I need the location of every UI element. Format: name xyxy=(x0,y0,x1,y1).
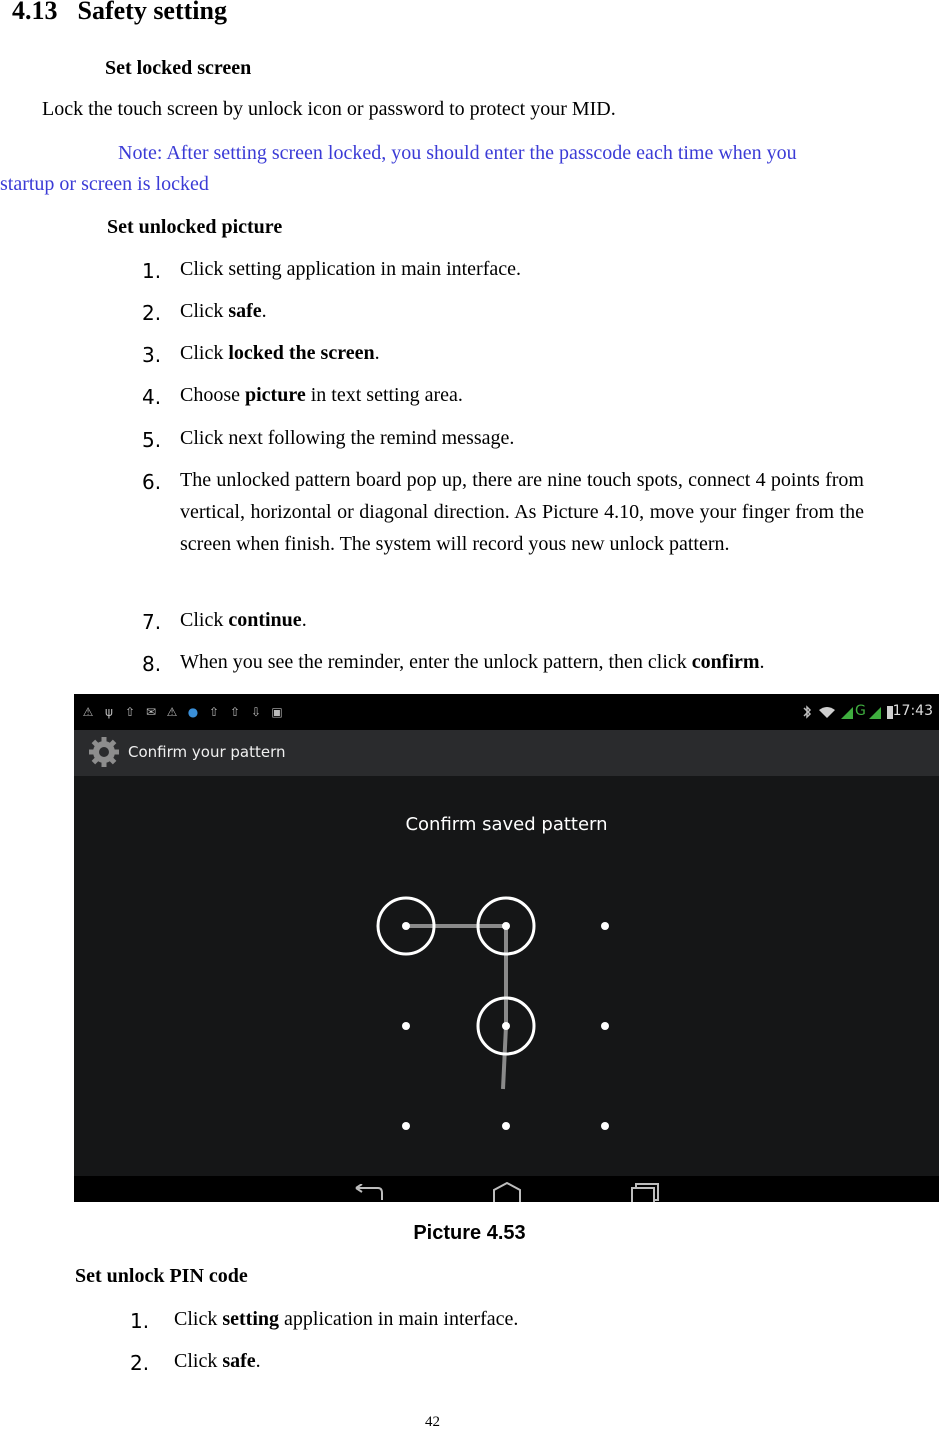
pattern-dot-3[interactable] xyxy=(601,922,609,930)
upload-icon: ⇧ xyxy=(124,705,136,719)
upload-icon: ⇧ xyxy=(229,705,241,719)
step-bold-term: safe xyxy=(228,300,262,322)
step-number: 7. xyxy=(142,610,162,634)
recent-apps-icon[interactable] xyxy=(630,1182,660,1202)
step-text-end: . xyxy=(301,609,307,631)
step-number: 2. xyxy=(130,1351,150,1375)
step-text-part: The unlocked pattern board pop up, there are nine touch spots, connect 4 points from vertical, horizontal or diagonal direction. As Picture 4.10, move your finger from the screen when finish. The system will record yous new unlock pattern. xyxy=(180,469,864,555)
image-icon: ● xyxy=(187,705,199,719)
pattern-dot-2[interactable] xyxy=(502,922,510,930)
note-line-2: startup or screen is locked xyxy=(0,173,209,195)
action-bar-title: Confirm your pattern xyxy=(128,743,286,761)
navigation-bar xyxy=(74,1176,939,1202)
step-bold-term: safe xyxy=(222,1350,256,1372)
step-text xyxy=(180,609,307,632)
locked-text: Lock the touch screen by unlock icon or password to protect your MID. xyxy=(42,98,616,120)
step-bold-term: continue xyxy=(228,609,302,631)
warning-icon: ⚠ xyxy=(82,705,94,719)
note-line-1: Note: After setting screen locked, you should enter the passcode each time when you xyxy=(118,142,797,164)
pattern-dot-6[interactable] xyxy=(601,1022,609,1030)
step-text-part: Click xyxy=(180,300,229,322)
warning-icon: ⚠ xyxy=(166,705,178,719)
step-number: 6. xyxy=(142,470,162,494)
pattern-dot-1[interactable] xyxy=(402,922,410,930)
download-icon: ⇩ xyxy=(250,705,262,719)
pattern-dot-9[interactable] xyxy=(601,1122,609,1130)
step-number: 4. xyxy=(142,385,162,409)
pattern-dot-4[interactable] xyxy=(402,1022,410,1030)
device-screenshot xyxy=(74,694,939,1202)
step-text xyxy=(174,1350,261,1373)
mail-icon: ✉ xyxy=(145,705,157,719)
step-text xyxy=(180,258,521,281)
step-text-end: . xyxy=(759,651,765,673)
clock: 17:43 xyxy=(892,703,933,719)
step-bold-term: picture xyxy=(245,384,306,406)
pattern-grid[interactable] xyxy=(74,694,939,1202)
step-text-part: Click xyxy=(180,609,229,631)
step-text xyxy=(180,427,514,450)
step-text-part: Click xyxy=(180,342,229,364)
step-text-part: Click xyxy=(174,1308,223,1330)
section-title: Safety setting xyxy=(77,0,227,25)
step-text xyxy=(180,651,765,674)
step-text xyxy=(174,1308,518,1331)
locked-heading: Set locked screen xyxy=(105,57,252,79)
usb-icon: ψ xyxy=(105,705,113,719)
step-text-end: . xyxy=(255,1350,261,1372)
step-text-end: . xyxy=(374,342,380,364)
pin-heading: Set unlock PIN code xyxy=(75,1265,248,1287)
app-icon: ⇧ xyxy=(208,705,220,719)
step-text-end: application in main interface. xyxy=(279,1308,519,1330)
step-text-part: Click xyxy=(174,1350,223,1372)
step-text-end: . xyxy=(261,300,267,322)
step-text-part: Choose xyxy=(180,384,245,406)
home-icon[interactable] xyxy=(492,1182,522,1202)
step-text xyxy=(180,384,463,407)
store-icon: ▣ xyxy=(271,705,283,719)
pattern-dot-7[interactable] xyxy=(402,1122,410,1130)
pattern-prompt: Confirm saved pattern xyxy=(405,814,608,835)
step-text xyxy=(180,300,267,323)
step-bold-term: confirm xyxy=(691,651,760,673)
step-number: 1. xyxy=(130,1309,150,1333)
step-bold-term: locked the screen xyxy=(228,342,375,364)
pattern-dot-5[interactable] xyxy=(502,1022,510,1030)
page-number: 42 xyxy=(425,1414,440,1430)
section-number: 4.13 xyxy=(12,0,58,25)
picture-heading: Set unlocked picture xyxy=(107,216,283,238)
step-text-part: Click next following the remind message. xyxy=(180,427,515,449)
step-text xyxy=(180,464,864,560)
step-number: 8. xyxy=(142,652,162,676)
step-number: 1. xyxy=(142,259,162,283)
network-label: G xyxy=(855,703,866,719)
step-text-part: Click setting application in main interface. xyxy=(180,258,522,280)
step-number: 2. xyxy=(142,301,162,325)
step-bold-term: setting xyxy=(222,1308,280,1330)
section-heading xyxy=(12,0,227,26)
step-text-part: When you see the reminder, enter the unlock pattern, then click xyxy=(180,651,692,673)
step-number: 3. xyxy=(142,343,162,367)
step-number: 5. xyxy=(142,428,162,452)
figure-caption: Picture 4.53 xyxy=(413,1222,526,1244)
back-icon[interactable] xyxy=(354,1184,384,1202)
pattern-dot-8[interactable] xyxy=(502,1122,510,1130)
step-text-end: in text setting area. xyxy=(305,384,463,406)
step-text xyxy=(180,342,380,365)
